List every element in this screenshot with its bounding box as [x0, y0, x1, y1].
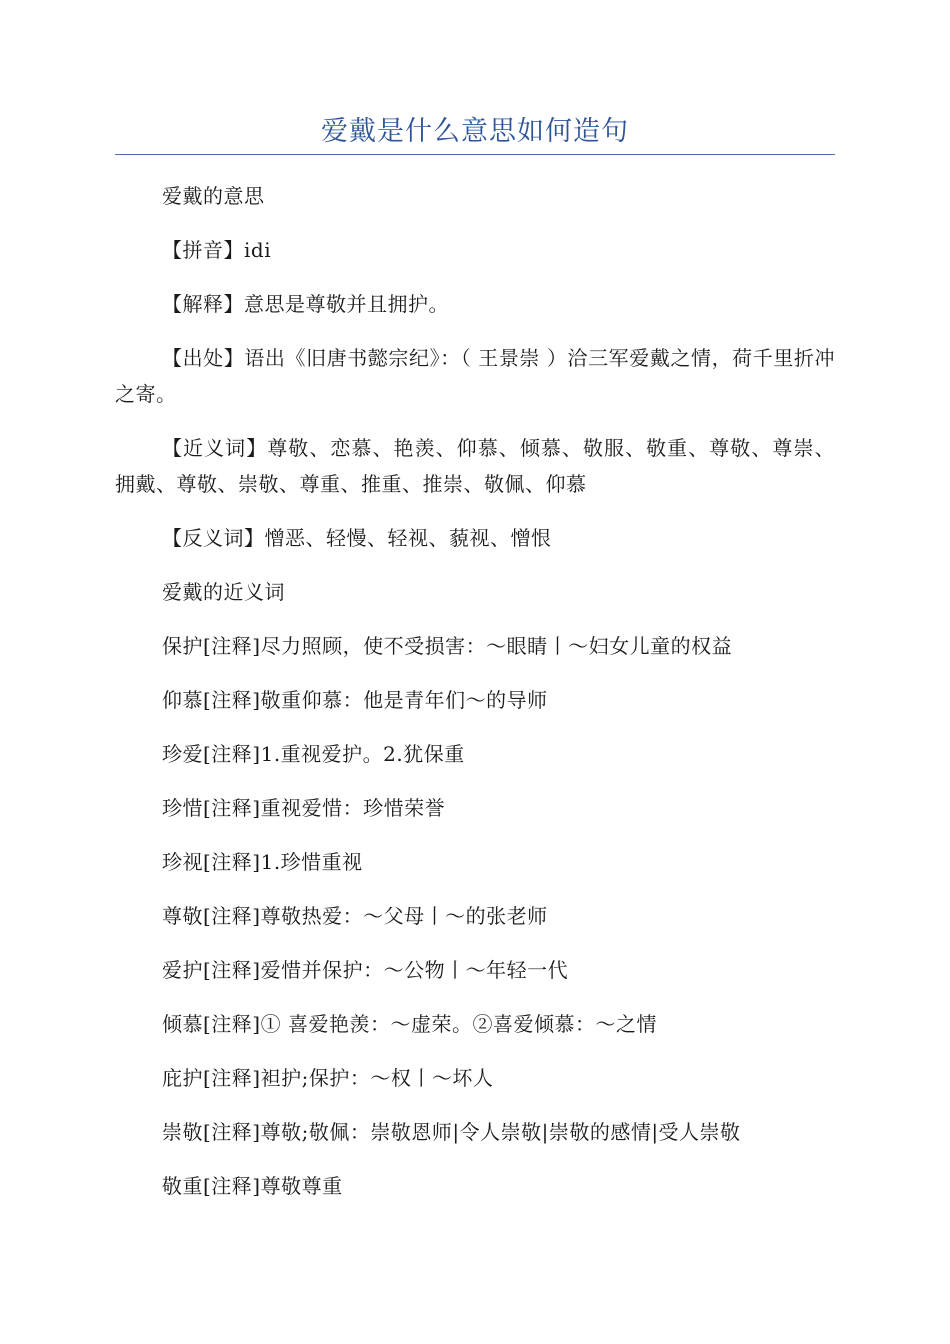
- paragraph-source: 【出处】语出《旧唐书懿宗纪》：（ 王景崇 ）洽三军爱戴之情，荷千里折冲之寄。: [115, 346, 835, 406]
- synonym-entry: 爱护[注释]爱惜并保护：～公物丨～年轻一代: [162, 958, 569, 982]
- synonym-entry: 尊敬[注释]尊敬热爱：～父母丨～的张老师: [162, 904, 548, 928]
- paragraph-heading-synonyms: 爱戴的近义词: [162, 580, 285, 604]
- synonym-entry: 倾慕[注释]① 喜爱艳羡：～虚荣。②喜爱倾慕：～之情: [162, 1012, 657, 1036]
- paragraph-explanation: 【解释】意思是尊敬并且拥护。: [162, 292, 449, 316]
- synonym-entry: 仰慕[注释]敬重仰慕：他是青年们～的导师: [162, 688, 548, 712]
- synonym-entry: 珍惜[注释]重视爱惜：珍惜荣誉: [162, 796, 446, 820]
- paragraph-pinyin: 【拼音】idi: [162, 238, 272, 262]
- synonym-entry: 珍爱[注释]1.重视爱护。2.犹保重: [162, 742, 465, 766]
- paragraph-heading-meaning: 爱戴的意思: [162, 184, 265, 208]
- document-body: [115, 178, 835, 1222]
- synonym-entry: 敬重[注释]尊敬尊重: [162, 1174, 343, 1198]
- title-underline: [115, 154, 835, 155]
- synonym-entry: 珍视[注释]1.珍惜重视: [162, 850, 363, 874]
- paragraph-synonyms: 【近义词】尊敬、恋慕、艳羡、仰慕、倾慕、敬服、敬重、尊敬、尊崇、拥戴、尊敬、崇敬、尊重、推重、推崇、敬佩、仰慕: [115, 436, 835, 496]
- synonym-entry: 保护[注释]尽力照顾，使不受损害：～眼睛丨～妇女儿童的权益: [162, 634, 733, 658]
- synonym-entry: 庇护[注释]袒护;保护：～权丨～坏人: [162, 1066, 494, 1090]
- synonym-entry: 崇敬[注释]尊敬;敬佩：崇敬恩师|令人崇敬|崇敬的感情|受人崇敬: [162, 1120, 741, 1144]
- paragraph-antonyms: 【反义词】憎恶、轻慢、轻视、藐视、憎恨: [162, 526, 552, 550]
- document-title: 爱戴是什么意思如何造句: [321, 116, 629, 147]
